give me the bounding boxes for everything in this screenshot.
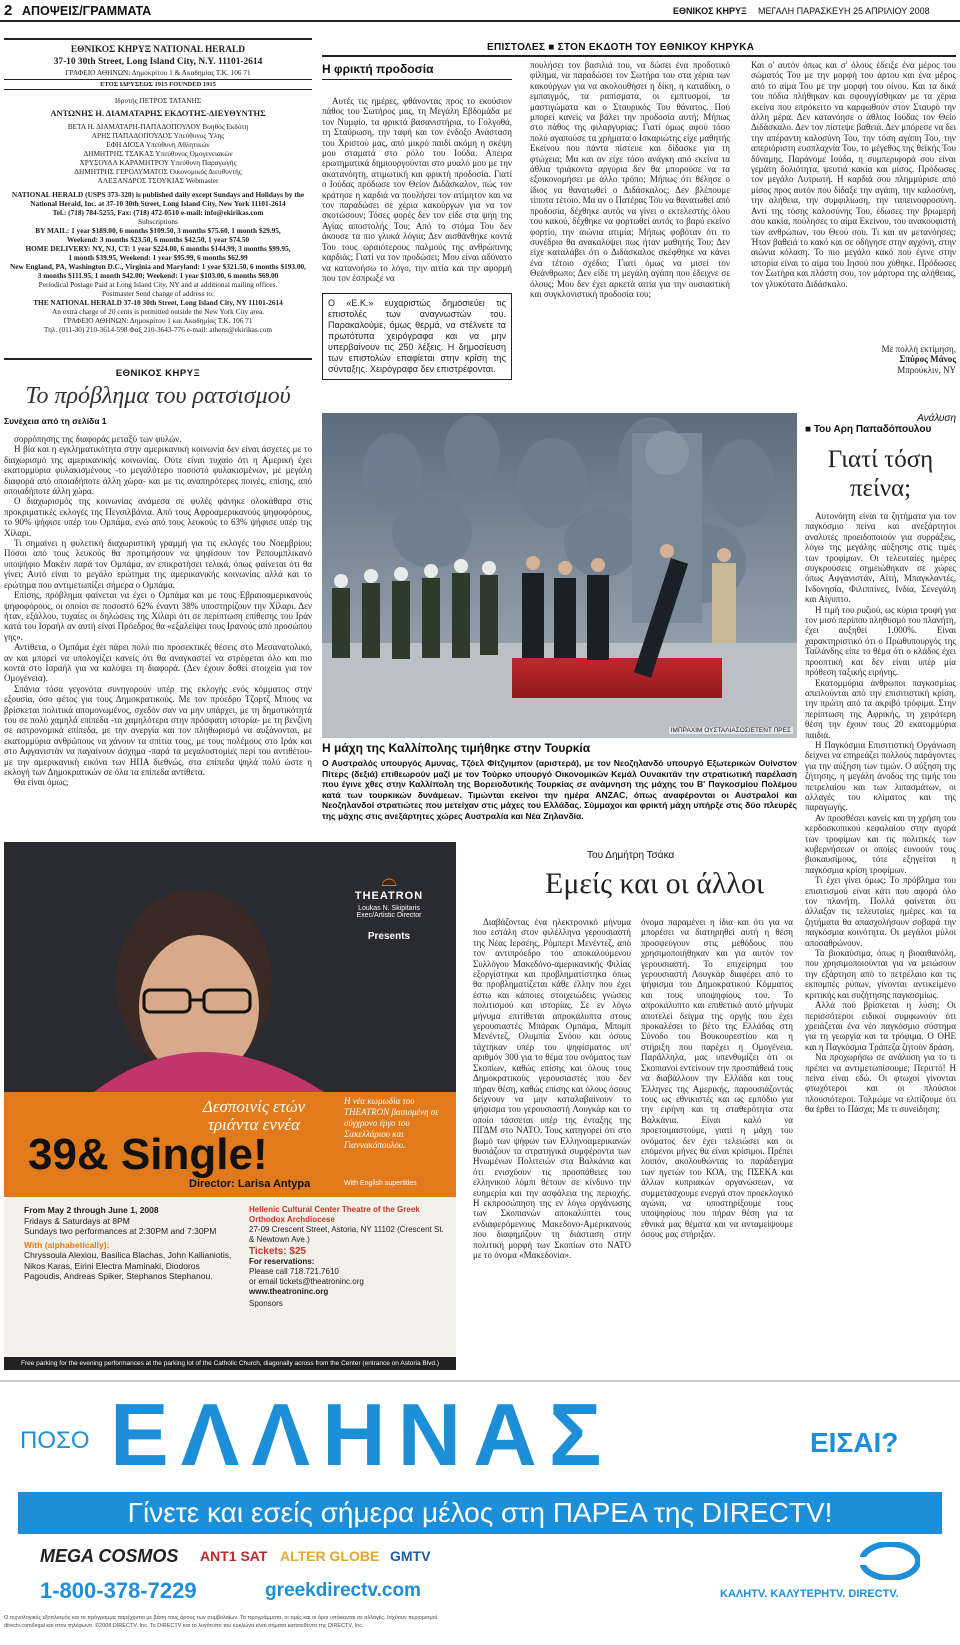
masthead-usps: NATIONAL HERALD (USPS 373-320) is published daily except Sundays and Holidays by the National Herald, Inc. at 37-10 30th Street, Long Island City, New York 11101-2614 xyxy=(11,190,305,208)
theatron-director-role: Exec/Artistic Director xyxy=(356,912,422,919)
masthead-founder: Ιδρυτής ΠΕΤΡΟΣ ΤΑΤΑΝΗΣ xyxy=(114,96,202,105)
masthead-staff-list xyxy=(4,122,312,185)
page-header xyxy=(0,0,960,22)
theatron-presents: Presents xyxy=(367,931,411,942)
page-number: 2 xyxy=(4,2,13,19)
letters-col2 xyxy=(530,60,730,380)
ad-schedule xyxy=(24,1205,234,1282)
ad-title-band xyxy=(4,1092,456,1197)
ad-info-panel xyxy=(4,1197,456,1357)
analysis-author: ■ Του Αρη Παπαδόπουλου xyxy=(805,424,932,435)
analysis-paragraph: Αυτονόητη είναι τα ζητήματα για τον παγκόσμιο πείνα και ανεξάρτητοι αναλυτές προειδοποιούν για συρράξεις, λόγω της μεγάλης αύξησης στις τιμές των τροφίμων. Οι τελευταίες ημέρες συγκρούσεις σημειώθηκαν σε χώρες όπως Αφγανιστάν, Αϊτή, Μπαγκλαντές, Ινδονησία, Φιλιππίνες, Ινδία, Σενεγάλη και Αίγυπτο. xyxy=(805,511,956,605)
editorial-paragraph: Θα είναι όμως; xyxy=(14,777,69,788)
directv-left-word: ΠΟΣΟ xyxy=(20,1427,90,1454)
directv-fine-2: directv.com/legal και στον τηλέφωνο. ©2008 DIRECTV, Inc. Το DIRECTV και το λογότυπο του κυκλώνα είναι σήματα κατατεθέντα της DIRECTV, Inc. xyxy=(4,1623,364,1629)
theatron-logo-block xyxy=(334,870,444,942)
section-title: ΑΠΟΨΕΙΣ/ΓΡΑΜΜΑΤΑ xyxy=(22,4,152,18)
letters-col3 xyxy=(751,60,956,375)
masthead-athens-tel: Τηλ. (011-30) 210-3614-598 Φαξ 210-3643-776 e-mail: athens@ekirikas.com xyxy=(43,325,273,334)
letter-text-2: πουλήσει τον βασιλιά του, να δώσει ένα προδοτικό φίλημα, να παραδώσει τον Σωτήρα του στα χέρια των κακούργων για να ακολουθήσει η δίκη, η καταδίκη, ο εμπαιγμός, τα ραπίσματα, οι εμπτυσμοί, τα μαστιγώματα και ο Σταυρικός Του θάνατος. Πού μπορεί κανείς να βάλει την προδοσία αυτή; Μήπως στο πάθος της φιλαργυρίας; Γιατί όμως αφού τόσο πολύ αγαπούσε τα χρήματα ο Ισκαριώτης είχε μαθητής Εκείνου που πάντα πίστευε και δίδασκε για τη φτώχεια; Μα και αν είχε τόσο ανάγκη από εκείνα τα άθλια τριάκοντα αργύρια δεν θα μπορούσε να τα εξοικονομήσει με άλλο τρόπο; Μήπως ότι θέλησε ο ίδιος να θανατωθεί ο Διδάσκαλος; Δεν βλέπουμε τίποτα τέτοιο. Μα αν ο Πατέρας Του να θανατωθεί από προδοσία, δέχθηκε αυτός να γίνει ο εκτελεστής όλου του κακού, δέχθηκε να φορτωθεί αυτός το βαρύ εκείνο φορτίο, την αιώνια ατιμία; Μήπως φοβόταν ότι το συνέδριο θα ανακαλύψει πως ήταν μαθητής Του; Δεν είχε καταλάβει ότι ο Διδάσκαλος σκέφθηκε να κάνει ένα τέτοιο σχέδιο; Γιατί όμως να μισεί τον Θεάνθρωπο; Δεν είδε τη μεγάλη αγάπη που έδειχνε σε όλους; Μου δεν έχει αρκετά αιτία για την ουσιαστική και συγκλονιστική προδοσία του; xyxy=(530,60,730,299)
ad-tickets: Tickets: $25 xyxy=(249,1246,307,1257)
editorial xyxy=(4,368,312,788)
brand-ant1: ANT1 SAT xyxy=(200,1548,268,1564)
brand-mega: MEGA COSMOS xyxy=(40,1546,179,1566)
masthead-postmaster: Postmaster Send change of address to: xyxy=(101,289,215,298)
masthead-athens: ΓΡΑΦΕΙΟ ΑΘΗΝΩΝ: Δημοκρίτου 1 & Ακαδημίας Τ.Κ. 106 71 xyxy=(65,68,251,77)
analysis-paragraph: Τι έχει γίνει όμως; Το πρόβλημα του επισιτισμού είναι κάτι που αφορά όλο τον πλανήτη. Πολλά φαίνεται ότι άλλαξαν τις τελευταίες ημέρες και τα ζητήματα θα απασχολήσουν σοβαρά την παγκόσμια κοινότητα. Οι μεγάλοι μύλοι αποσαθρώνουν. xyxy=(805,875,956,948)
letters-col1 xyxy=(322,60,512,380)
subs-line: 3 months $111.95, 1 month $42.00; Weekend: 1 year $103.00, 6 months $69.00 xyxy=(37,271,279,280)
analysis-paragraph: Αν προσθέσει κανείς και τη χρήση του κερδοσκοπικού κεφαλαίου στην αγορά των τροφίμων και τις πολιτικές των κυβερνήσεων οι οποίες ευνοούν τους βιοκαυσίμους, τότε εξηγείται η παγκόσμια κρίση τροφίμων. xyxy=(805,812,956,875)
brand-gmtv: GMTV xyxy=(390,1548,431,1564)
ad-cast-label: With (alphabetically): xyxy=(24,1239,110,1250)
directv-ad xyxy=(0,1380,960,1645)
ad-website[interactable]: www.theatroninc.org xyxy=(249,1287,329,1296)
theatron-logo: THEATRON xyxy=(354,890,424,902)
analysis-paragraph: Τα βιοκαύσιμα, όπως η βιοαιθανόλη, που χρησιμοποιούνται για να μειώσουν την εξάρτηση από το πετρέλαιο και τις εκπομπές ρύπων, γίνονται αντικείμενο κριτικής και συζήτησης παγκοσμίως. xyxy=(805,948,956,1000)
letters-header: ΕΠΙΣΤΟΛΕΣ ■ ΣΤΟΝ ΕΚΔΟΤΗ ΤΟΥ ΕΘΝΙΚΟΥ ΚΗΡΥΚΑ xyxy=(487,42,755,53)
editorial-kicker: ΕΘΝΙΚΟΣ ΚΗΡΥΞ xyxy=(115,368,201,379)
editorial-paragraph: Σπάνια τόσα γεγονότα συνηγορούν υπέρ της εκλογής ενός κόμματος στην εξουσία, όσο φέτος για τους Δημοκρατικούς. Με τον πρόεδρο Τζορτζ Μπους να βρίσκεται πολιτικά απομονωμένος, σχεδόν σαν να μην υπάρχει, με τη δημοτικότητά του σε πολύ χαμηλά επίπεδα -τα χαμηλότερα στην πρόσφατη ιστορία- με τη βενζίνη σε αστρονομικά επίπεδα, με την ανεργία και τον πληθωρισμό να αυξάνονται, με εκατομμύρια ανθρώπους να χάνουν τα σπίτια τους, με τους πολέμους στο Ιράκ και στο Αφγανιστάν να παγαίνουν άσχημα -παρά τα μεγαλοστομίες περί του αντιθέτου- με την αμερικανική εικόνα των ΗΠΑ διεθνώς, στα επίπεδα ψηλά πολύ ώστε η εκλογή των Δημοκρατικών σε όλα τα επίπεδα αντίθετα. xyxy=(4,683,312,777)
ad-venue: Hellenic Cultural Center Theatre of the Greek Orthodox Archdiocese xyxy=(249,1205,420,1224)
tsakas-title: Εμείς και οι άλλοι xyxy=(545,867,765,900)
tsakas-author: Του Δημήτρη Τσάκα xyxy=(587,850,675,861)
gallipoli-photo xyxy=(322,413,797,738)
analysis-paragraph: Να προχωρήσω σε ανάλυση για το τι πρέπει να αντιμετωπίσουμε; Περιττό! Η πείνα είναι εδώ. Οι φτωχοί γίνονται φτωχότεροι και οι πλούσιοι πλουσιότεροι. Τολμώμε να ελπίζουμε ότι θα έρθει το Πάσχα; Με τι συνείδηση; xyxy=(805,1052,956,1115)
subs-line: Weekend: 3 months $23.50, 6 months $42.50, 1 year $74.50 xyxy=(66,235,250,244)
ad-subtitle: Δεσποινίς ετών τριάντα εννέα xyxy=(202,1097,306,1134)
ad-director: Director: Larisa Antypa xyxy=(189,1178,311,1190)
directv-cyclone-icon xyxy=(860,1542,920,1580)
editorial-paragraph: Ο διαχωρισμός της κοινωνίας ανάμεσα σε φυλές φάνηκε ολοκάθαρα στις προκριματικές εκλογές της Πενσιλβάνια. Από τους Αφροαμερικανούς ψηφοφόρους, το 90% ψήφισε υπέρ του Ομπάμα, ενώ από τους λευκούς το 63% ψήφισε υπέρ της Χίλαρι. xyxy=(4,496,312,538)
photo-caption: Ο Αυστραλός υπουργός Αμυνας, Τζόελ Φίτζγιμπον (αριστερά), με τον Νεοζηλανδό υπουργό Εξωτερικών Ουίνστον Πίτερς (δεξιά) επιθεωρούν μαζί με τον Τούρκο υπουργό Οικονομικών Κεμάλ Ουνακιτάν την στρατιωτική παρέλαση που έγινε χθες στην Καλλίπολη της Βορειοδυτικής Τουρκίας σε ανάμνηση της μάχης του Β' Παγκοσμίου Πολέμου κατά των τουρκικών δυνάμεων. Τιμώνται εκείνοι την ημέρα ANZAC, όπως αναφέρονται οι Αυστραλοί και Νεοζηλανδοί στρατιώτες που μετείχαν στις μάχες του Ελλάδας. Σύμμαχοι και φρικτή μάχη υπήρξε στις δύο πλευρές της μάχης στις ανεξάρτητες χώρες Αυστραλία και Νέα Ζηλανδία. xyxy=(322,758,797,821)
photo-drawing xyxy=(322,413,797,738)
analysis-title: Γιατί τόση πείνα; xyxy=(827,446,934,502)
editorial-paragraph: σορρόπησης της διαφοράς μεταξύ των φυλών. xyxy=(14,434,182,444)
directv-fine-1: Ο τεχνολογικός εξοπλισμός και το πρόγραμμα παρέχονται με βάση τους όρους των συμβολαίων. Τα προγράμματα, οι τιμές και οι όροι υπόκεινται σε αλλαγές. Ισχύουν περιορισμοί. xyxy=(4,1615,439,1621)
ad-parking: Free parking for the evening performances at the parking lot of the Catholic Church, diagonally across from the Center (entrance on Astoria Blvd.) xyxy=(4,1357,456,1370)
masthead-extra: An extra charge of 20 cents is permitted outside the New York City area. xyxy=(51,307,265,316)
ad-venue-block xyxy=(249,1205,449,1309)
staff-line: ΑΡΗΣ ΠΑΠΑΔΟΠΟΥΛΟΣ Υπεύθυνος Ύλης xyxy=(91,131,225,140)
masthead xyxy=(4,38,312,360)
ad-show-title: 39& Single! xyxy=(28,1130,268,1179)
directv-right-word: ΕΙΣΑΙ? xyxy=(810,1427,899,1458)
staff-line: ΕΦΗ ΔΙΟΣΑ Υπεύθυνη Αθλητικών xyxy=(106,140,210,149)
letter-signature: Σπύρος Μάνος xyxy=(899,354,956,365)
directv-phone[interactable]: 1-800-378-7229 xyxy=(40,1578,197,1603)
letter-sign-1: Με πολλή εκτίμηση, xyxy=(881,344,956,354)
masthead-pm-address: THE NATIONAL HERALD 37-10 30th Street, Long Island City, NY 11101-2614 xyxy=(33,298,283,307)
letters-note: Ο «Ε.Κ.» ευχαριστώς δημοσιεύει τις επιστολές των αναγνωστών του. Παρακαλούμε, όμως θερμά, να στέλνετε τα πρωτότυπα χειρόγραφα και να μην υπερβαίνουν τις 250 λέξεις. Η δημοσίευση των επιστολών επαφίεται στην κρίση της σύνταξης. Χειρόγραφα δεν επιστρέφονται. xyxy=(328,298,506,375)
ad-res-phone: Please call 718.721.7610 xyxy=(249,1267,339,1276)
theatron-director-name: Loukas N. Skipitaris xyxy=(358,905,420,912)
directv-tagline: Γίνετε και εσείς σήμερα μέλος στη ΠΑΡΕΑ της DIRECTV! xyxy=(18,1492,942,1534)
ad-dates: From May 2 through June 1, 2008 xyxy=(24,1205,159,1215)
letter-text-1: Αυτές τις ημέρες, φθάνοντας προς το εκούσιον πάθος του Σωτήρος μας, τη Μεγάλη Εβδομάδα με τον Νυμφίο, τα φρικτά βασανιστήρια, το Γολγοθά, τη Σταύρωση, την ταφή και τον ένδοξο Ανάσταση του Χριστού μας, από μικρό παιδί ακόμη η σκέψη μου σταματά στο ρόλο του Ιούδα. Απειρα ερωτηματικά δημιουργούνται στο μυαλό μου με την ακατανόητη, ατιμωτική και φρικτή προδοσία. Γιατί ο Ιούδας πρόδωσε τον Θείον Διδάσκαλον, πώς τον κράτησε η καρδιά να πουλήσει τον ατίμητον και να τον παραδώσει σε χέρια κακούργων για να τον σκοτώσουν; Τόσες φορές δεν τον είδε στα ψήη της Αγίας αποστολής Του; Από το στόμα Του δεν άκουσε τα πιο γλυκά λόγια; Δεν αισθάνθηκε κοντά Του τους ωραιότερους παλμούς της ανθρώπινης καρδιάς; Γιατί να τον προδώσει; Μου είναι αδύνατο να κατανοήσω το λόγο, την αιτία και την αφορμή που τον έσπρωξε να xyxy=(322,96,512,283)
letter-title: Η φρικτή προδοσία xyxy=(322,60,512,80)
letter-sign-place: Μπρούκλιν, NY xyxy=(897,364,956,375)
directv-brands xyxy=(40,1542,460,1574)
masthead-address: 37-10 30th Street, Long Island City, N.Y. 11101-2614 xyxy=(53,57,263,67)
ad-res-label: For reservations: xyxy=(249,1257,315,1266)
analysis-paragraph: Εκατομμύρια άνθρωποι παγκοσμίως απειλούνται από την επισιτιστική κρίση, την πρώτη από τα ακριβό τρόφιμα. Στην περίπτωση της Αφρικής, τη χειρότερη θέση την έχουν τους 20 εκατομμύρια παιδιά. xyxy=(805,677,956,740)
letters-note-box xyxy=(322,293,512,380)
subs-line: HOME DELIVERY: NY, NJ, CT: 1 year $224.00, 6 months $144.99, 3 months $99.95, xyxy=(25,244,291,253)
editorial-title: Το πρόβλημα του ρατσισμού xyxy=(25,383,291,409)
analysis-kicker: Ανάλυση xyxy=(917,413,956,424)
analysis xyxy=(805,413,956,1536)
ad-res-email: or email tickets@theatroninc.org xyxy=(249,1277,364,1286)
editorial-paragraph: Τι σημαίνει η φυλετική διαχωριστική γραμμή για τις εκλογές του Νοεμβρίου; Πόσοι από τους λευκούς θα προτιμήσουν να ψηφίσουν τον Ρεπουμπλικανό υποψήφιο Μακέιν παρά τον Ομπάμα, αν επικρατήσει τελικά, όπως φαίνεται ότι θα γίνει; Αυτό είναι το μεγάλο ερώτημα της αμερικανικής κοινωνίας αλλά και το ερώτημα που αντιμετωπίζει σήμερα ο Ομπάμα. xyxy=(4,538,312,590)
directv-slogan: ΚΑΛΗΤV. ΚΑΛΥΤΕΡΗTV. DIRECTV. xyxy=(720,1588,899,1600)
masthead-periodical: Periodical Postage Paid at Long Island City, NY and at additional mailing offices. xyxy=(38,280,278,289)
directv-headline: ΕΛΛΗΝΑΣ xyxy=(110,1385,614,1484)
staff-line: ΔΗΜΗΤΡΗΣ ΓΕΡΟΛΥΜΑΤΟΣ Οικονομικός Διευθυντής xyxy=(74,167,242,176)
masthead-tel: Tel.: (718) 784-5255, Fax: (718) 472-0510 e-mail: info@ekirikas.com xyxy=(52,208,264,217)
staff-line: ΑΛΕΞΑΝΔΡΟΣ ΤΣΟΥΚΙΑΣ Webmaster xyxy=(97,176,219,185)
header-paper: ΕΘΝΙΚΟΣ ΚΗΡΥΞ xyxy=(673,6,747,16)
header-date: ΜΕΓΑΛΗ ΠΑΡΑΣΚΕΥΗ 25 ΑΠΡΙΛΙΟΥ 2008 xyxy=(758,6,930,16)
ad-cast: Chryssoula Alexiou, Basilica Blachas, John Kallianiotis, Nikos Karas, Eirini Electra Maminaki, Diodoros Pagoudis, Andreas Spiker, Stephanos Stephanou. xyxy=(24,1250,232,1281)
staff-line: ΒΕΤΑ Η. ΔΙΑΜΑΤΑΡΗ-ΠΑΠΑΔΟΠΟΥΛΟΥ Βοηθός Εκδότη xyxy=(67,122,249,131)
ad-venue-address: 27-09 Crescent Street, Astoria, NY 11102 (Crescent St. & Newtown Ave.) xyxy=(249,1225,444,1244)
letter-text-3: Και ο' αυτόν όπως και σ' όλους έδειξε ένα μέρος του σώματός Του με την μορφή του άρτου και ένα μέρος από το αίμα Του με την μορφή του οίνου. Και τα δικά του πόδια πλήθηκαν και σφουγγίσθηκαν με τα χέρια εκείνα που επρόκειτο να καρφωθούν στον Σταυρό την άλλη μέρα. Δεν κατανόησε ο άθλιος Ιούδας τον Θείο Διδάσκαλο. Δεν τον πίστεψε βαθειά. Δεν μπόρεσε να δει την απέραντη καλοσύνη Του, την τόση αγάπη Του, την απεριόριστη ευσπλαχνία Του, το μέγεθος της θεϊκής Του δύναμης. Παράνομε Ιούδα, η συμπεριφορά σου είναι γεμάτη δολιότητα, ψευτιά κακία και μίσος. Πρόδωσες τον μεγάλο Λυτρωτή. Η καρδιά σου πλημμύρισε από μίσος προς αυτόν που δίδαξε την αγάπη, την καλοσύνη, την αλήθεια, την συμφιλίωση, την ταπεινοφροσύνη. Αντί της τόσης καλοσύνης Του, έδωσες την βρωμερή σου κακία, πούλησες το αίμα Εκείνου, του ανακουφιστή των ανθρώπων, του Θεού σου. Τι και αν μετανόησες; Ήταν βαθειά το κακό και σε οδήγησε στην αγχόνη, στην αιώνια κόλαση. Το πιο μεγάλο κακό που έγινε στην ιστορία είναι το αίμα του Ιησού που χύθηκε. Πρόδωσες τον Σωτήρα και πλάστη σου, τον μάρτυρα της αλήθειας, τον γλυκύτατο Διδάσκαλο. xyxy=(751,60,956,289)
editorial-paragraph: Η βία και η εγκληματικότητα στην αμερικανική κοινωνία δεν είναι άσχετες με το διαχωρισμό της αμερικανικής κοινωνίας. Ούτε είναι τυχαίο ότι η Αμερική έχει εκατομμύρια φυλακισμένους -το μεγαλύτερο ποσοστό φυλακισμένων, με μεγάλη διαφορά από οποιαδήποτε άλλη χώρα- και με τις αναπηρότερες ποινές, επίσης, από οποιαδήποτε άλλη χώρα. xyxy=(4,444,312,497)
subs-line: New England, PA, Washington D.C., Virginia and Maryland: 1 year $321.50, 6 months $193.00, xyxy=(10,262,306,271)
ad-blurb: Η νέα κωμωδία του ΤΗΕΑΤRON βασισμένη σε σύγχρονο έργο του Σακελλάριου και Γιαννακόπουλου. xyxy=(344,1096,439,1150)
editorial-body xyxy=(4,434,312,788)
analysis-paragraph: Η τιμή του ρυζιού, ως κύρια τροφή για τον μισό περίπου πληθυσμό του πλανήτη, έχει αυξηθεί 1.000%. Είναι χαρακτηριστικό ότι ο Πρωθυπουργός της Ταϊλάνδης είπε το θέμα ότι ο κλάδος έχει προοπτική και δεν είναι υπέρ μία πρόθεση ταξικής ειρήνης. xyxy=(805,604,956,678)
masthead-subs-title: Subscriptions xyxy=(138,217,178,226)
analysis-paragraph: Η Παγκόσμια Επισιτιστική Οργάνωση δείχνει να επηρεάζει πολλούς παράγοντες για την αύξηση των τιμών. Ο αύξηση της ζήτησης, η μεγάλη άνοδος της τιμής του πετρελαίου και των λιπασμάτων, οι αλλαγές του κλίματος και της παραγωγής. xyxy=(805,739,956,813)
theatron-ad xyxy=(4,842,456,1370)
ad-times-2: Sundays two performances at 2:30PM and 7:30PM xyxy=(24,1226,217,1236)
theatron-logo-icon: ⌓ xyxy=(381,869,397,891)
editorial-continuation: Συνέχεια από τη σελίδα 1 xyxy=(4,416,107,426)
ad-english: With English supertitles xyxy=(344,1180,417,1187)
subs-line: BY MAIL: 1 year $189.00, 6 months $109.50, 3 months $75.60, 1 month $29.95, xyxy=(35,226,281,235)
staff-line: ΧΡΥΣΟΥΛΑ ΚΑΡΑΜΗΤΡΟΥ Υπεύθυνη Παραγωγής xyxy=(79,158,237,167)
directv-website[interactable]: greekdirectv.com xyxy=(265,1580,421,1601)
subs-line: 1 month $39.95, Weekend: 1 year $95.99, 6 months $62.99 xyxy=(68,253,248,262)
photo-credit: ΙΜΠΡΑΧΙΜ ΟΥΣΤΑΛΙΑΣΟΣΙΕΤΕΝΤ ΠΡΕΣ xyxy=(670,727,791,734)
masthead-athens2: ΓΡΑΦΕΙΟ ΑΘΗΝΩΝ: Δημοκρίτου 1 και Ακαδημίας Τ.Κ. 106 71 xyxy=(63,316,253,325)
masthead-title: ΕΘΝΙΚΟΣ ΚΗΡΥΞ NATIONAL HERALD xyxy=(70,45,246,55)
ad-times-1: Fridays & Saturdays at 8PM xyxy=(24,1215,130,1226)
staff-line: ΔΗΜΗΤΡΗΣ ΤΣΑΚΑΣ Υπεύθυνος Ομογενειακών xyxy=(83,149,233,158)
masthead-subs-list xyxy=(4,226,312,280)
tsakas-text-2: όνομα παραμένει η ίδια και ότι για να μπορέσει να διατηρηθεί αυτή η θέση προσφεύγουν στις μεθόδους που χρησιμοποιήθηκαν και για αυτόν τον γερουσιαστή. Το επιχείρημα του γερουσιαστή Λουγκάρ διαφέρει από το ψήφισμα του Δημοκρατικού Κόμματος και τους υποψηφίους του. Το απροκάλυπτο και επιθετικό αυτό μήνυμα αποτελεί δείγμα της οργής που έχει προκαλέσει το βέτο της Ελλάδας στη Σύνοδο του Βουκουρεστίου και η στήριξη που παρέχει η Ομογένεια. Παράλληλα, μας υπενθυμίζει ότι οι Σκοπιανοί εντείνουν την προσπάθειά τους να διαβάλλουν την Ελλάδα και τους Έλληνες της Αμερικής, παρουσιάζοντάς τους ως εθνικιστές και ως εμπόδιο για την ειρήνη και τη σταθερότητα στα Βαλκάνια. Είναι καλό να προετοιμαστούμε, γιατί η μάχη του ονόματος δεν έχει τελειώσει και οι επόμενοι μήνες θα είναι κρίσιμοι. Πρέπει λοιπόν, ακολουθώντας το παράδειγμα των ηγετών του ΚΟΑ, της ΠΣΕΚΑ και άλλων κυπριακών οργανώσεων, να συμμετάσχουμε ενεργά στον προεκλογικό αγώνα, να υποστηρίξουμε τους υποψηφίους που πήραν θέση για τα εθνικά μας θέματα και να ανταμείψουμε όσους μας στήριξαν. xyxy=(641,917,793,1240)
tsakas-article xyxy=(465,835,797,1350)
editorial-paragraph: Αντίθετα, ο Ομπάμα έχει πάρει πολύ πιο προσεκτικές θέσεις στο Μεσανατολικό, αν και μπορεί να υπολογίζει κανείς ότι θα αναγκαστεί να στρέφεται όλο και πιο κοντά στο Ισραήλ για να καλύψει τη διαφορά. (Δεν έχουν δοθεί στοιχεία για τον Ομογένεια). xyxy=(4,642,312,684)
tsakas-text-1: Διαβάζοντας ένα ηλεκτρονικό μήνυμα που εστάλη στον φιλέλληνα γερουσιαστή της Νέας Ιερσέης, Ρόμπερτ Μενέντεζ, από τον αντιπρόεδρο του αποκαλούμενου Συλλόγου Μακεδόνο-αμερικανικής Φιλίας εξοργίστηκα και προβληματίστηκα όπως θα προβληματίζεται κάθε έλλην που έχει έστω και κάποιες στοιχειώδεις γνώσεις πολιτισμού και ιστορίας. Σε εν λόγω μήνυμα επιτίθεται απροκάλυπτα στους γερουσιαστές Μπάρακ Ομπάμα, Μπομπ Μενέντεζ, Ολυμπία Σνόου και όσους τάχτηκαν υπέρ του ψηφίσματος υπ' αριθμόν 300 για το θέμα του ονόματος των Σκοπίων, καθώς επίσης και όλους τους Δημοκρατικούς γερουσιαστές που δεν πήραν θέση, καθώς επίσης και όλους όσους δείχνουν να μην καταλαβαίνουν το ψήφισμα του γερουσιαστή Λουγκάρ και το οποίο τάσσεται υπέρ της ένταξης της ΠΓΔΜ στο ΝΑΤΟ. Τους κατηγορεί ότι στο βωμό των ψήφων των Ελληνοαμερικανών θυσιάζουν τα στρατηγικά συμφέροντα των Ηνωμένων Πολιτειών στα Βαλκάνια και ότι ενισχύουν τις προσπάθειες του ελληνικού λόμπι θέτουν σε κίνδυνο την ευημερία και την ασφάλεια της περιοχής. Η εκπροσώπηση της εν λόγω οργάνωσης των Σκοπιανών αποκαλύπτει τους ενδιαφερόμενους Μακεδονο-Αμερικανούς που διαφημίζουν τη διάσταση στην πολιτική μορφή των Σκοπίων στο ΝΑΤΟ με το όνομα «Μακεδονία». xyxy=(473,917,631,1260)
letters-rule xyxy=(322,55,956,57)
directv-fineprint xyxy=(4,1614,954,1630)
photo-caption-block xyxy=(322,741,797,821)
masthead-founded: ΕΤΟΣ ΙΔΡΥΣΕΩΣ 1915 FOUNDED 1915 xyxy=(4,79,312,90)
masthead-publisher: ΑΝΤΩΝΗΣ Η. ΔΙΑΜΑΤΑΡΗΣ ΕΚΔΟΤΗΣ-ΔΙΕΥΘΥΝΤΗΣ xyxy=(50,108,266,118)
editorial-paragraph: Επίσης, πρόβλημα φαίνεται να έχει ο Ομπάμα και με τους Εβραιοαμερικανούς ψηφοφόρους, οι οποίοι σε ποσοστό 62% έναντι 38% υποστηρίζουν την Χίλαρι. Δεν ήταν, εξάλλου, τυχαίες οι δηλώσεις της Χίλαρι ότι σε περίπτωση επίθεσης του Ιράν κατά του Ισραήλ αν αυτή είναι Πρόεδρος θα «εξαλείψει τους Ιρανούς από προσώπου γης». xyxy=(4,590,312,642)
photo-headline: Η μάχη της Καλλίπολης τιμήθηκε στην Τουρκία xyxy=(322,741,591,755)
ad-sponsors: Sponsors xyxy=(249,1299,283,1308)
analysis-paragraph: Αλλά πού βρίσκεται η λύση; Οι περισσότεροι ειδικοί συμφωνούν ότι χρειάζεται ένα νέο παγκόσμιο σύστημα για τη γεωργία και τα τρόφιμα. Ο ΟΗΕ και η Παγκόσμια Τράπεζα ζητούν δράση. xyxy=(805,1000,956,1052)
brand-alter: ALTER GLOBE xyxy=(280,1548,380,1564)
